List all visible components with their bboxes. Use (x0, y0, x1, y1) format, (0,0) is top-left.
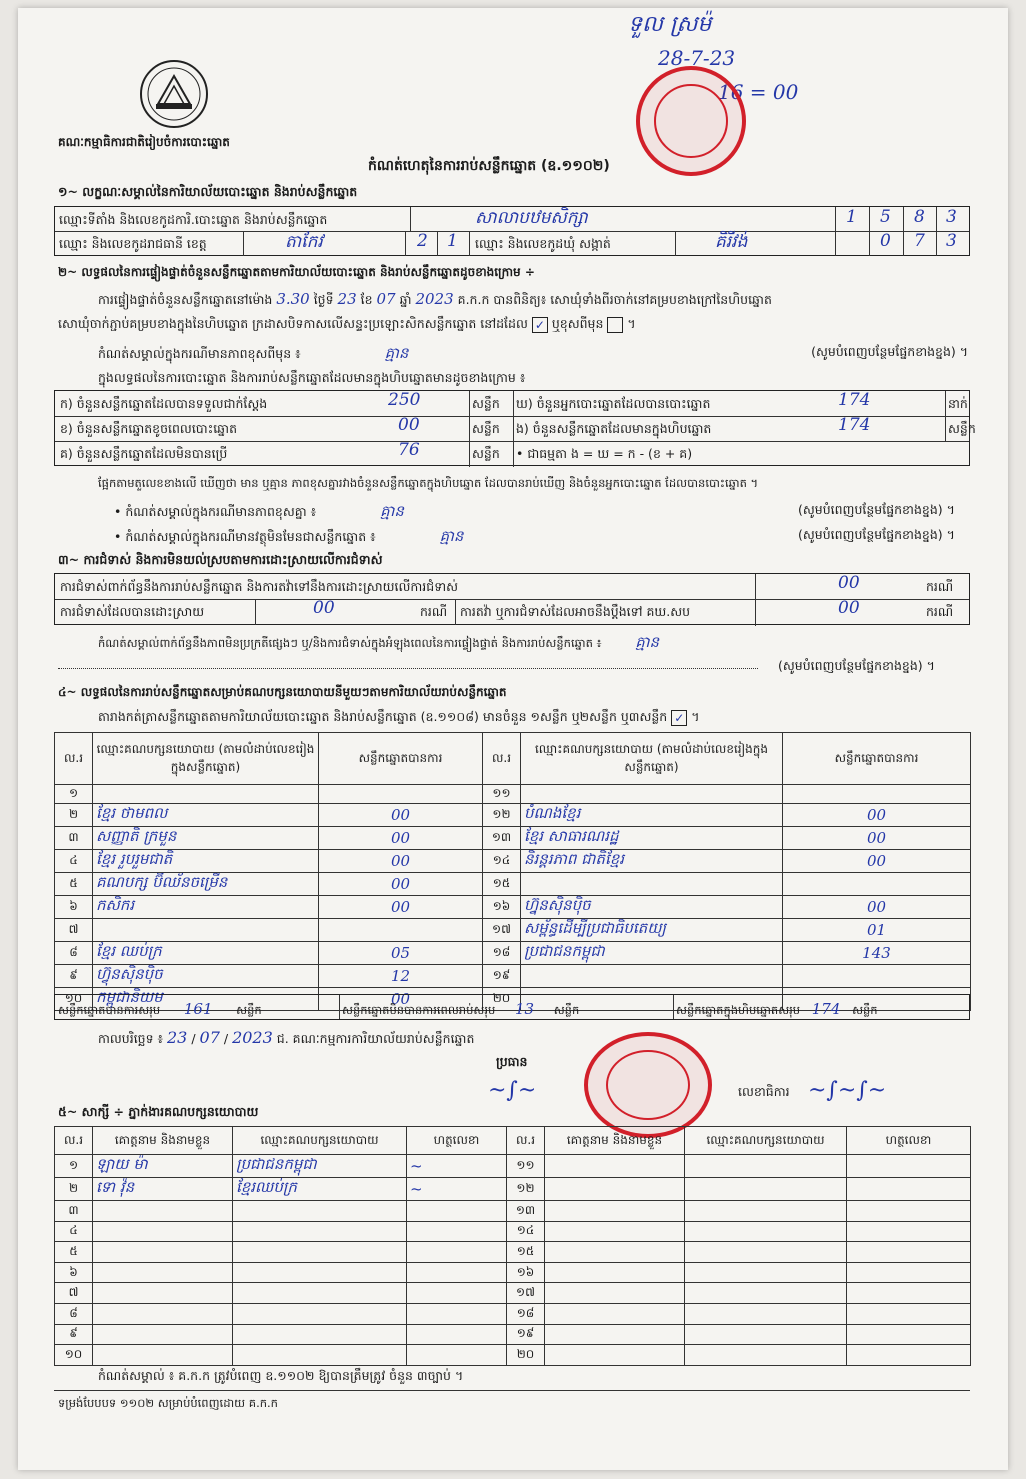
province-label: ឈ្មោះ និងលេខកូដរាជធានី ខេត្ត (59, 236, 207, 251)
location-label: ឈ្មោះទីតាំង និងលេខកូដការិ.បោះឆ្នោត និងរាប់សន្លឹកឆ្នោត (59, 212, 328, 227)
row-no: ១៧ (483, 919, 521, 942)
witness-row (55, 1324, 971, 1345)
resolved-value: 00 (313, 598, 335, 618)
province-code-2: 1 (447, 231, 458, 251)
party-votes (319, 919, 483, 942)
party-votes: 00 (783, 804, 971, 827)
col-votes-header: សន្លឹកឆ្នោតបានការ (319, 733, 483, 785)
witness-row (55, 1345, 971, 1366)
received-value: 250 (388, 390, 421, 410)
witness-party (233, 1242, 407, 1263)
witness-name (93, 1283, 233, 1304)
witness-no: ១ (55, 1155, 93, 1178)
w-col-sign-2: ហត្ថលេខា (847, 1127, 971, 1155)
fill-note-2: (សូមបំពេញបន្ថែមផ្នែកខាងខ្នង) ។ (798, 527, 955, 542)
row-no: ១៨ (483, 942, 521, 965)
witness-no: ៩ (55, 1324, 93, 1345)
w-col-party-2: ឈ្មោះគណបក្សនយោបាយ (685, 1127, 847, 1155)
witness-signature (847, 1221, 971, 1242)
appeal-unit: ករណី (926, 604, 954, 619)
province-code-1: 2 (417, 231, 428, 251)
sheet-count: តារាងកត់ត្រាសន្លឹកឆ្នោតតាមការិយាល័យបោះឆ្នោត និងរាប់សន្លឹកឆ្នោត (ឧ.១១០៨) មានចំនួន ១សន្លឹក ឬ២សន្លឹក ឬ៣សន្លឹក ✓ ។ (98, 709, 700, 725)
witness-no: ១៣ (507, 1201, 545, 1222)
witness-row (55, 1201, 971, 1222)
form-page (18, 8, 1008, 1470)
bullet-object: • កំណត់សម្គាល់ក្នុងករណីមានវត្ថុមិនមែនជាសន្លឹកឆ្នោត ៖ គ្មាន (114, 527, 464, 545)
witness-signature (407, 1221, 507, 1242)
party-name: បំណងខ្មែរ (521, 804, 783, 827)
voters-unit: នាក់ (948, 396, 968, 411)
witness-name: ទោ វ៉ុន (93, 1178, 233, 1201)
results-intro: ក្នុងលទ្ធផលនៃការបោះឆ្នោត និងការរាប់សន្លឹកឆ្នោតដែលមានក្នុងហិបឆ្នោតមានដូចខាងក្រោម ៖ (98, 370, 526, 385)
witness-table (54, 1126, 971, 1366)
w-col-no: ល.រ (55, 1127, 93, 1155)
irregularity-note: កំណត់សម្គាល់ពាក់ព័ន្ធនឹងភាពមិនប្រក្រតីផ្សេងៗ ឬ/និងការជំទាស់ក្នុងអំឡុងពេលនៃការផ្ទៀងផ្ទាត់ និងការរាប់សន្លឹកឆ្នោត ៖ គ្មាន (98, 633, 660, 651)
footer-divider (54, 1390, 970, 1391)
party-name (521, 785, 783, 804)
secretary-label: លេខាធិការ (738, 1084, 790, 1099)
witness-party (233, 1303, 407, 1324)
row-no: ១៥ (483, 873, 521, 896)
witness-no: ២០ (507, 1345, 545, 1366)
witness-party (685, 1324, 847, 1345)
witness-party (233, 1324, 407, 1345)
box-ballots-unit: សន្លឹក (948, 421, 976, 436)
witness-name (545, 1221, 685, 1242)
witness-name (545, 1155, 685, 1178)
witness-party (685, 1262, 847, 1283)
commune-code: 0 7 3 (835, 231, 970, 256)
vote-row (55, 804, 971, 827)
witness-party (233, 1201, 407, 1222)
witness-name (93, 1242, 233, 1263)
section5-heading: ៥~ សាក្សី ÷ ភ្នាក់ងារគណបក្សនយោបាយ (58, 1104, 259, 1119)
verify-line: ការផ្ទៀងផ្ទាត់ចំនួនសន្លឹកឆ្នោតនៅម៉ោង 3.30 ថ្ងៃទី 23 ខែ 07 ឆ្នាំ 2023 គ.ក.ក បានពិនិត្យ៖ សោឃុំទាំងពីរចាក់នៅគម្របខាងក្រៅនៃហិបឆ្នោត (98, 290, 772, 308)
witness-signature (847, 1345, 971, 1366)
bullet-difference: • កំណត់សម្គាល់ក្នុងករណីមានភាពខុសគ្នា ៖ គ្មាន (114, 502, 404, 520)
witness-no: ១០ (55, 1345, 93, 1366)
party-name (93, 919, 319, 942)
col-party-header-2: ឈ្មោះគណបក្សនយោបាយ (តាមលំដាប់លេខរៀងក្នុងសន្លឹកឆ្នោត) (521, 733, 783, 785)
witness-name (93, 1324, 233, 1345)
commune-label: ឈ្មោះ និងលេខកូដឃុំ សង្កាត់ (475, 236, 611, 251)
witness-name (93, 1262, 233, 1283)
witness-no: ៧ (55, 1283, 93, 1304)
party-votes (319, 785, 483, 804)
witness-signature (407, 1262, 507, 1283)
appeal-value: 00 (838, 598, 860, 618)
witness-name (93, 1303, 233, 1324)
received-label: ក) ចំនួនសន្លឹកឆ្នោតដែលបានទទួលជាក់ស្តែង (60, 396, 268, 411)
witness-row (55, 1242, 971, 1263)
vote-row (55, 873, 971, 896)
sheet-count-checkbox-3[interactable]: ✓ (671, 710, 687, 726)
vote-row (55, 942, 971, 965)
witness-name (545, 1324, 685, 1345)
vote-results-table (54, 732, 971, 1011)
witness-signature: ~ (407, 1178, 507, 1201)
witness-name (545, 1201, 685, 1222)
party-votes (783, 965, 971, 988)
col-no-header: ល.រ (55, 733, 93, 785)
party-votes: 00 (783, 827, 971, 850)
witness-no: ១៥ (507, 1242, 545, 1263)
witness-name (545, 1303, 685, 1324)
fill-note-3: (សូមបំពេញបន្ថែមផ្នែកខាងខ្នង) ។ (778, 658, 935, 673)
row-no: ៤ (55, 850, 93, 873)
witness-signature (407, 1283, 507, 1304)
valid-total: សន្លឹកឆ្នោតបានការសរុប 161 សន្លឹក (58, 1000, 262, 1018)
witness-no: ១៩ (507, 1324, 545, 1345)
witness-party: ប្រជាជនកម្ពុជា (233, 1155, 407, 1178)
vote-row (55, 850, 971, 873)
vote-row (55, 785, 971, 804)
party-name: កម្ពុជានិយម (93, 988, 319, 1011)
commune-value: គិរីវង់ (715, 232, 748, 252)
vote-row (55, 965, 971, 988)
unused-unit: សន្លឹក (472, 446, 500, 461)
received-unit: សន្លឹក (472, 396, 500, 411)
party-name: និរន្តរភាព ជាតិខ្មែរ (521, 850, 783, 873)
objection-value: 00 (838, 573, 860, 593)
witness-no: ១២ (507, 1178, 545, 1201)
col-no-header-2: ល.រ (483, 733, 521, 785)
witness-name (545, 1345, 685, 1366)
witness-no: ១៨ (507, 1303, 545, 1324)
witness-signature (847, 1283, 971, 1304)
unused-label: គ) ចំនួនសន្លឹកឆ្នោតដែលមិនបានប្រើ (60, 446, 228, 461)
witness-signature (407, 1303, 507, 1324)
party-name: ប្រជាជនកម្ពុជា (521, 942, 783, 965)
party-name: ហ៊្វុនស៊ិនប៉ិច (93, 965, 319, 988)
party-votes: 143 (783, 942, 971, 965)
witness-signature (407, 1242, 507, 1263)
section4-heading: ៤~ លទ្ធផលនៃការរាប់សន្លឹកឆ្នោតសម្រាប់គណបក្សនយោបាយនីមួយៗតាមការិយាល័យរាប់សន្លឹកឆ្នោត (58, 685, 507, 699)
witness-name (93, 1221, 233, 1242)
president-signature: ~∫~ (488, 1078, 537, 1103)
location-code: 1 5 8 3 (835, 207, 970, 231)
witness-no: ៨ (55, 1303, 93, 1324)
footer-text: ទម្រង់បែបបទ ១១០២ សម្រាប់បំពេញដោយ គ.ក.ក (58, 1396, 278, 1410)
handwritten-date: 28-7-23 (658, 46, 736, 70)
witness-party (685, 1201, 847, 1222)
party-votes: 00 (319, 896, 483, 919)
lock-line: សោឃុំចាក់ភ្ជាប់គម្របខាងក្នុងនៃហិបឆ្នោត ក្រដាសបិទកាសលើសន្ទះប្រឡោះសិកសន្លឹកឆ្នោត នៅដដែល ✓ ឬខុសពីមុន ។ (58, 316, 636, 332)
col-votes-header-2: សន្លឹកឆ្នោតបានការ (783, 733, 971, 785)
province-value: តាកែវ (285, 232, 323, 252)
party-votes: 01 (783, 919, 971, 942)
resolved-label: ការជំទាស់ដែលបានដោះស្រាយ (60, 604, 205, 619)
party-votes (783, 785, 971, 804)
witness-name (545, 1178, 685, 1201)
difference-note: កំណត់សម្គាល់ក្នុងករណីមានភាពខុសពីមុន ៖ គ្មាន (សូមបំពេញបន្ថែមផ្នែកខាងខ្នង) ។ (98, 344, 968, 362)
row-no: ៨ (55, 942, 93, 965)
witness-row (55, 1262, 971, 1283)
party-votes: 05 (319, 942, 483, 965)
unchanged-checkbox[interactable]: ✓ (532, 317, 548, 333)
appeal-label: ការតវ៉ា ឬការជំទាស់ដែលអាចនឹងប្តឹងទៅ គឃ.សប (460, 604, 691, 619)
fill-note-1: (សូមបំពេញបន្ថែមផ្នែកខាងខ្នង) ។ (798, 502, 955, 517)
party-votes (783, 873, 971, 896)
row-no: ៧ (55, 919, 93, 942)
witness-signature (847, 1242, 971, 1263)
witness-signature (407, 1324, 507, 1345)
witness-row (55, 1303, 971, 1324)
handwritten-location: ទួល ស្រម៉ (628, 12, 712, 37)
row-no: ២០ (483, 988, 521, 1011)
form-title: កំណត់ហេតុនៃការរាប់សន្លឹកឆ្នោត (ឧ.១១០២) (368, 158, 610, 174)
section3-heading: ៣~ ការជំទាស់ និងការមិនយល់ស្របតាមការដោះស្រាយលើការជំទាស់ (58, 552, 383, 567)
party-name: ខ្មែរ ឈប់ក្រ (93, 942, 319, 965)
witness-name (93, 1201, 233, 1222)
row-no: ១៩ (483, 965, 521, 988)
party-name: កសិករ (93, 896, 319, 919)
spoiled-label: ខ) ចំនួនសន្លឹកឆ្នោតខូចពេលបោះឆ្នោត (60, 421, 238, 436)
section2-heading: ២~ លទ្ធផលនៃការផ្ទៀងផ្ទាត់ចំនួនសន្លឹកឆ្នោតតាមការិយាល័យបោះឆ្នោត និងរាប់សន្លឹកឆ្នោតដូចខាងក្រោម ÷ (58, 265, 535, 279)
spoiled-value: 00 (398, 415, 420, 435)
party-name: សម្ព័ន្ធដើម្បីប្រជាធិបតេយ្យ (521, 919, 783, 942)
witness-no: ៤ (55, 1221, 93, 1242)
row-no: ១២ (483, 804, 521, 827)
witness-name (93, 1345, 233, 1366)
handwritten-time: 16 = 00 (718, 80, 799, 104)
witness-no: ៦ (55, 1262, 93, 1283)
party-name: ហ្វ៊ុនស៊ិនប៉ិច (521, 896, 783, 919)
secretary-signature: ~∫~∫~ (808, 1078, 887, 1103)
witness-party (685, 1345, 847, 1366)
party-name (93, 785, 319, 804)
witness-no: ៣ (55, 1201, 93, 1222)
vote-row (55, 919, 971, 942)
party-name (521, 873, 783, 896)
witness-party (233, 1221, 407, 1242)
invalid-total: សន្លឹកឆ្នោតមិនបានការពេលរាប់សរុប 13 សន្លឹក (342, 1000, 580, 1018)
location-value: សាលាបឋមសិក្សា (475, 208, 588, 228)
witness-signature (847, 1324, 971, 1345)
box-ballots-label: ង) ចំនួនសន្លឹកឆ្នោតដែលមានក្នុងហិបឆ្នោត (516, 421, 712, 436)
witness-no: ២ (55, 1178, 93, 1201)
party-votes: 00 (319, 804, 483, 827)
objection-label: ការជំទាស់ពាក់ព័ន្ធនឹងការរាប់សន្លឹកឆ្នោត និងការតវ៉ាទៅនឹងការដោះស្រាយលើការជំទាស់ (60, 579, 459, 594)
count-date: កាលបរិច្ឆេទ ៖ 23 / 07 / 2023 ជ. គណៈកម្មការការិយាល័យរាប់សន្លឹកឆ្នោត (98, 1028, 475, 1047)
witness-row (55, 1155, 971, 1178)
witness-signature (847, 1303, 971, 1324)
witness-party (685, 1242, 847, 1263)
official-stamp-top (636, 66, 746, 176)
box-ballots-value: 174 (838, 415, 871, 435)
voters-value: 174 (838, 390, 871, 410)
objection-unit: ករណី (926, 579, 954, 594)
party-name: សញ្ញាតិ ក្រមួន (93, 827, 319, 850)
party-name: គណបក្ស ប៊ីឈ័នចម្រើន (93, 873, 319, 896)
party-votes: 00 (783, 850, 971, 873)
changed-checkbox[interactable] (607, 317, 623, 333)
section1-heading: ១~ លក្ខណៈសម្គាល់នៃការិយាល័យបោះឆ្នោត និងរាប់សន្លឹកឆ្នោត (58, 184, 358, 199)
party-votes: 00 (319, 873, 483, 896)
row-no: ១ (55, 785, 93, 804)
row-no: ៥ (55, 873, 93, 896)
row-no: ១០ (55, 988, 93, 1011)
row-no: ៩ (55, 965, 93, 988)
w-col-sign: ហត្ថលេខា (407, 1127, 507, 1155)
party-votes: 00 (319, 827, 483, 850)
witness-name: ឡាយ ម៉ា (93, 1155, 233, 1178)
voters-label: ឃ) ចំនួនអ្នកបោះឆ្នោតដែលបានបោះឆ្នោត (516, 396, 711, 411)
witness-row (55, 1283, 971, 1304)
unused-value: 76 (398, 440, 420, 460)
witness-signature (847, 1201, 971, 1222)
formula: • ជាធម្មតា ង = ឃ = ក - (ខ + គ) (516, 446, 693, 461)
witness-party (685, 1283, 847, 1304)
w-col-no-2: ល.រ (507, 1127, 545, 1155)
party-name: ខ្មែរ រួបរួមជាតិ (93, 850, 319, 873)
witness-party (685, 1178, 847, 1201)
row-no: ២ (55, 804, 93, 827)
witness-name (545, 1242, 685, 1263)
col-party-header: ឈ្មោះគណបក្សនយោបាយ (តាមលំដាប់លេខរៀងក្នុងសន្លឹកឆ្នោត) (93, 733, 319, 785)
party-votes: 00 (319, 850, 483, 873)
row-no: ១៣ (483, 827, 521, 850)
witness-no: ១៧ (507, 1283, 545, 1304)
row-no: ១៦ (483, 896, 521, 919)
party-votes: 00 (783, 896, 971, 919)
party-votes: 00 (319, 988, 483, 1011)
row-no: ១៤ (483, 850, 521, 873)
party-name: ខ្មែរ សាធារណរដ្ឋ (521, 827, 783, 850)
org-name: គណៈកម្មាធិការជាតិរៀបចំការបោះឆ្នោត (58, 135, 230, 149)
party-name (521, 965, 783, 988)
witness-row (55, 1178, 971, 1201)
witness-signature (847, 1178, 971, 1201)
footnote: កំណត់សម្គាល់ ៖ គ.ក.ក ត្រូវបំពេញ ឧ.១១០២ ឱ្យបានត្រឹមត្រូវ ចំនួន ៣ច្បាប់ ។ (98, 1368, 464, 1383)
vote-row (55, 827, 971, 850)
resolved-unit: ករណី (420, 604, 448, 619)
spoiled-unit: សន្លឹក (472, 421, 500, 436)
party-votes: 12 (319, 965, 483, 988)
witness-signature (407, 1345, 507, 1366)
compare-text: ផ្អែកតាមតួលេខខាងលើ ឃើញថា មាន ឬគ្មាន ភាពខុសគ្នារវាងចំនួនសន្លឹកឆ្នោតក្នុងហិបឆ្នោត ដែលបានរាប់ឃើញ និងចំនួនអ្នកបោះឆ្នោត ដែលបានបោះឆ្នោត ។ (98, 476, 759, 490)
row-no: ១១ (483, 785, 521, 804)
section1-table (54, 206, 970, 256)
w-col-name: គោត្តនាម និងនាមខ្លួន (93, 1127, 233, 1155)
president-label: ប្រធាន (496, 1054, 528, 1069)
witness-no: ៥ (55, 1242, 93, 1263)
witness-row (55, 1221, 971, 1242)
box-total: សន្លឹកឆ្នោតក្នុងហិបឆ្នោតសរុប 174 សន្លឹក (676, 1000, 878, 1018)
dotted-line (58, 668, 758, 669)
witness-signature (407, 1201, 507, 1222)
witness-party (233, 1283, 407, 1304)
witness-signature: ~ (407, 1155, 507, 1178)
party-name: ខ្មែរ ថាមពល (93, 804, 319, 827)
witness-party (685, 1155, 847, 1178)
witness-party (233, 1262, 407, 1283)
witness-party (685, 1303, 847, 1324)
row-no: ៦ (55, 896, 93, 919)
row-no: ៣ (55, 827, 93, 850)
vote-row (55, 896, 971, 919)
w-col-name-2: គោត្តនាម និងនាមខ្លួន (545, 1127, 685, 1155)
witness-no: ១៤ (507, 1221, 545, 1242)
witness-no: ១៦ (507, 1262, 545, 1283)
witness-signature (847, 1155, 971, 1178)
witness-party: ខ្មែរឈប់ក្រ (233, 1178, 407, 1201)
w-col-party: ឈ្មោះគណបក្សនយោបាយ (233, 1127, 407, 1155)
witness-no: ១១ (507, 1155, 545, 1178)
witness-name (545, 1262, 685, 1283)
witness-party (233, 1345, 407, 1366)
official-stamp-bottom (584, 1032, 712, 1138)
nec-emblem-icon (138, 58, 210, 130)
witness-party (685, 1221, 847, 1242)
witness-signature (847, 1262, 971, 1283)
witness-name (545, 1283, 685, 1304)
